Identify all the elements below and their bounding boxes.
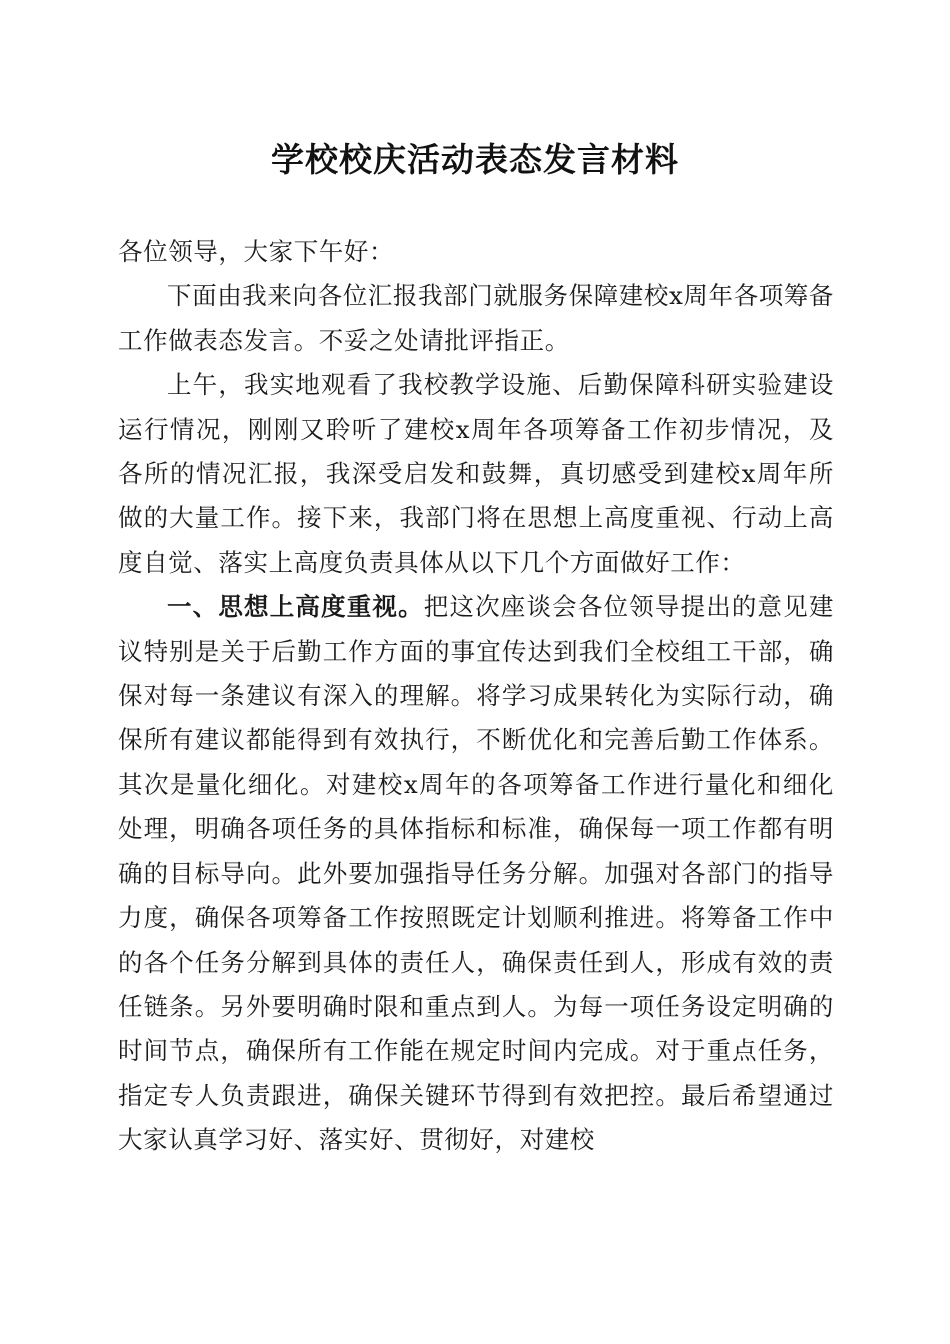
paragraph-intro: 下面由我来向各位汇报我部门就服务保障建校x周年各项筹备工作做表态发言。不妥之处请批评指正。 bbox=[118, 281, 835, 355]
paragraph-overview: 上午，我实地观看了我校教学设施、后勤保障科研实验建设运行情况，刚刚又聆听了建校x周年各项筹备工作初步情况，及各所的情况汇报，我深受启发和鼓舞，真切感受到建校x周年所做的大量工作。接下来，我部门将在思想上高度重视、行动上高度自觉、落实上高度负责具体从以下几个方面做好工作： bbox=[118, 370, 834, 577]
document-body bbox=[118, 230, 834, 1163]
document-title: 学校校庆活动表态发言材料 bbox=[271, 140, 679, 179]
paragraph-section-1 bbox=[118, 585, 834, 1162]
greeting-line: 各位领导，大家下午好： bbox=[118, 237, 395, 266]
section-1-heading: 一、思想上高度重视。 bbox=[167, 592, 424, 622]
section-1-body: 把这次座谈会各位领导提出的意见建议特别是关于后勤工作方面的事宜传达到我们全校组工干部，确保对每一条建议有深入的理解。将学习成果转化为实际行动，确保所有建议都能得到有效执行，不断优化和完善后勤工作体系。其次是量化细化。对建校x周年的各项筹备工作进行量化和细化处理，明确各项任务的具体指标和标准，确保每一项工作都有明确的目标导向。此外要加强指导任务分解。加强对各部门的指导力度，确保各项筹备工作按照既定计划顺利推进。将筹备工作中的各个任务分解到具体的责任人，确保责任到人，形成有效的责任链条。另外要明确时限和重点到人。为每一项任务设定明确的时间节点，确保所有工作能在规定时间内完成。对于重点任务，指定专人负责跟进，确保关键环节得到有效把控。最后希望通过大家认真学习好、落实好、贯彻好，对建校 bbox=[118, 592, 834, 1155]
